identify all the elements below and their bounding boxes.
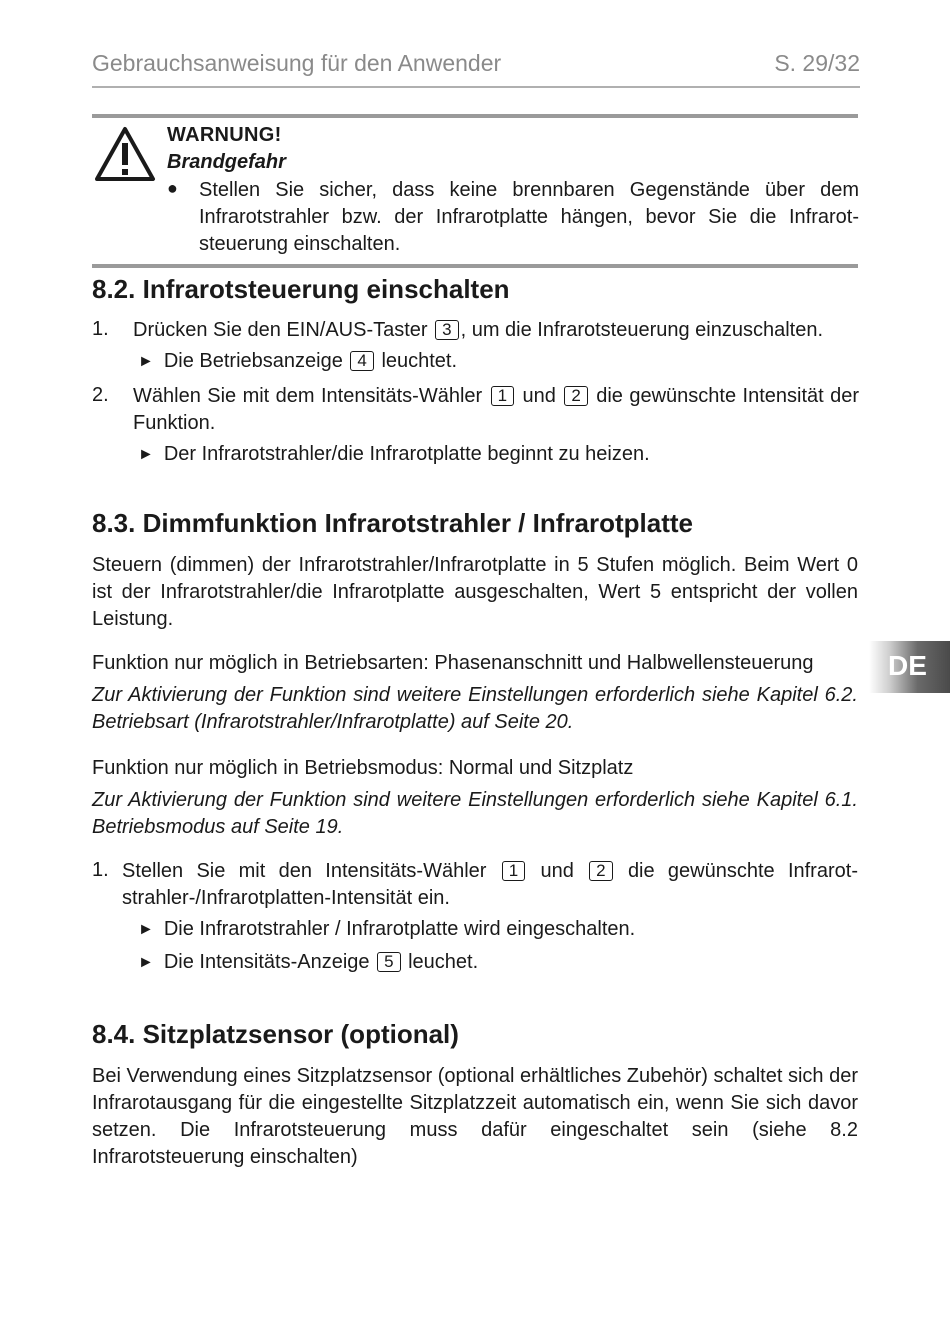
warning-title: WARNUNG! (167, 124, 282, 146)
step-text-part: die gewünschte Infrarotstrahler-/Infrarotplatten-Intensität ein. (122, 860, 858, 909)
step-number: 1. (92, 859, 109, 881)
warning-subtitle: Brandgefahr (167, 151, 286, 173)
step-text-part: Wählen Sie mit dem Intensitäts-Wähler (133, 385, 483, 407)
step-text-part: und (522, 385, 556, 407)
step-text-part: und (540, 860, 574, 882)
section-heading-8-2: 8.2. Infrarotsteuerung einschalten (92, 274, 510, 304)
result-text-part: Die Betriebsanzeige (163, 350, 343, 372)
key-label: 3 (435, 320, 458, 340)
result-text-part: Die Intensitäts-Anzeige (163, 951, 370, 973)
section-heading-8-3: 8.3. Dimmfunktion Infrarotstrahler / Infrarotplatte (92, 508, 693, 538)
bullet-icon: ● (167, 178, 178, 198)
warning-box (92, 114, 858, 268)
step-text-part: Stellen Sie mit den Intensitäts-Wähler (122, 860, 487, 882)
step-text-part: die gewünschte Intensität der Funktion. (133, 385, 860, 434)
key-label: 1 (491, 386, 514, 406)
key-label: 4 (350, 351, 373, 371)
result-text-part: Der Infrarotstrahler/die Infrarotplatte beginnt zu heizen. (163, 443, 650, 465)
paragraph: Bei Verwendung eines Sitzplatzsensor (optional erhältliches Zubehör) schaltet sich der Infrarotausgang für die eingestellte Sitzplatzzeit automatisch ein, wenn Sie sich davor setzen. Die Infrarotsteuerung muss dafür eingeschaltet sein (siehe 8.2 Infrarotsteuerung einschalten) (92, 1065, 858, 1168)
arrow-right-icon: ► (138, 954, 154, 971)
key-label: 1 (502, 861, 525, 881)
step-text (133, 383, 859, 437)
result-line (138, 443, 650, 466)
result-line (138, 918, 635, 941)
document-title: Gebrauchsanweisung für den Anwender (92, 50, 502, 76)
page-header (92, 48, 860, 88)
step-number: 2. (92, 384, 109, 406)
paragraph: Steuern (dimmen) der Infrarotstrahler/Infrarotplatte in 5 Stufen möglich. Beim Wert 0 ist der Infrarotstrahler/die Infrarotplatte ausgeschalten, Wert 5 entspricht der vollen Leistung. (92, 554, 858, 630)
step-text-part: , um die Infrarotsteuerung einzuschalten. (460, 319, 824, 341)
warning-text: Stellen Sie sicher, dass keine brennbaren Gegenstände über dem Infrarotstrahler bzw. der Infrarotplatte hängen, bevor Sie die Infrarotsteuerung einschalten. (199, 179, 859, 255)
result-text-part: leuchet. (408, 951, 479, 973)
note-paragraph: Zur Aktivierung der Funktion sind weitere Einstellungen erforderlich siehe Kapitel 6.2. Betriebsart (Infrarotstrahler/Infrarotplatte) auf Seite 20. (92, 684, 858, 733)
arrow-right-icon: ► (138, 353, 154, 370)
step-number: 1. (92, 318, 109, 340)
key-label: 2 (564, 386, 587, 406)
arrow-right-icon: ► (138, 921, 154, 938)
page-number: S. 29/32 (774, 50, 860, 76)
language-tab-label: DE (888, 650, 927, 681)
step-text (122, 858, 858, 912)
result-text-part: leuchtet. (381, 350, 458, 372)
result-line (138, 951, 478, 974)
result-text-part: Die Infrarotstrahler / Infrarotplatte wird eingeschalten. (163, 918, 636, 940)
warning-triangle-icon (94, 126, 156, 182)
note-paragraph: Zur Aktivierung der Funktion sind weitere Einstellungen erforderlich siehe Kapitel 6.1. Betriebsmodus auf Seite 19. (92, 789, 858, 838)
key-label: 2 (589, 861, 612, 881)
key-label: 5 (377, 952, 400, 972)
result-line (138, 350, 457, 373)
step-text-part: Drücken Sie den EIN/AUS-Taster (133, 319, 428, 341)
paragraph: Funktion nur möglich in Betriebsmodus: Normal und Sitzplatz (92, 757, 634, 779)
section-heading-8-4: 8.4. Sitzplatzsensor (optional) (92, 1019, 459, 1049)
paragraph: Funktion nur möglich in Betriebsarten: Phasenanschnitt und Halbwellensteuerung (92, 652, 814, 674)
language-tab (869, 641, 950, 693)
step-text (133, 317, 859, 344)
arrow-right-icon: ► (138, 446, 154, 463)
